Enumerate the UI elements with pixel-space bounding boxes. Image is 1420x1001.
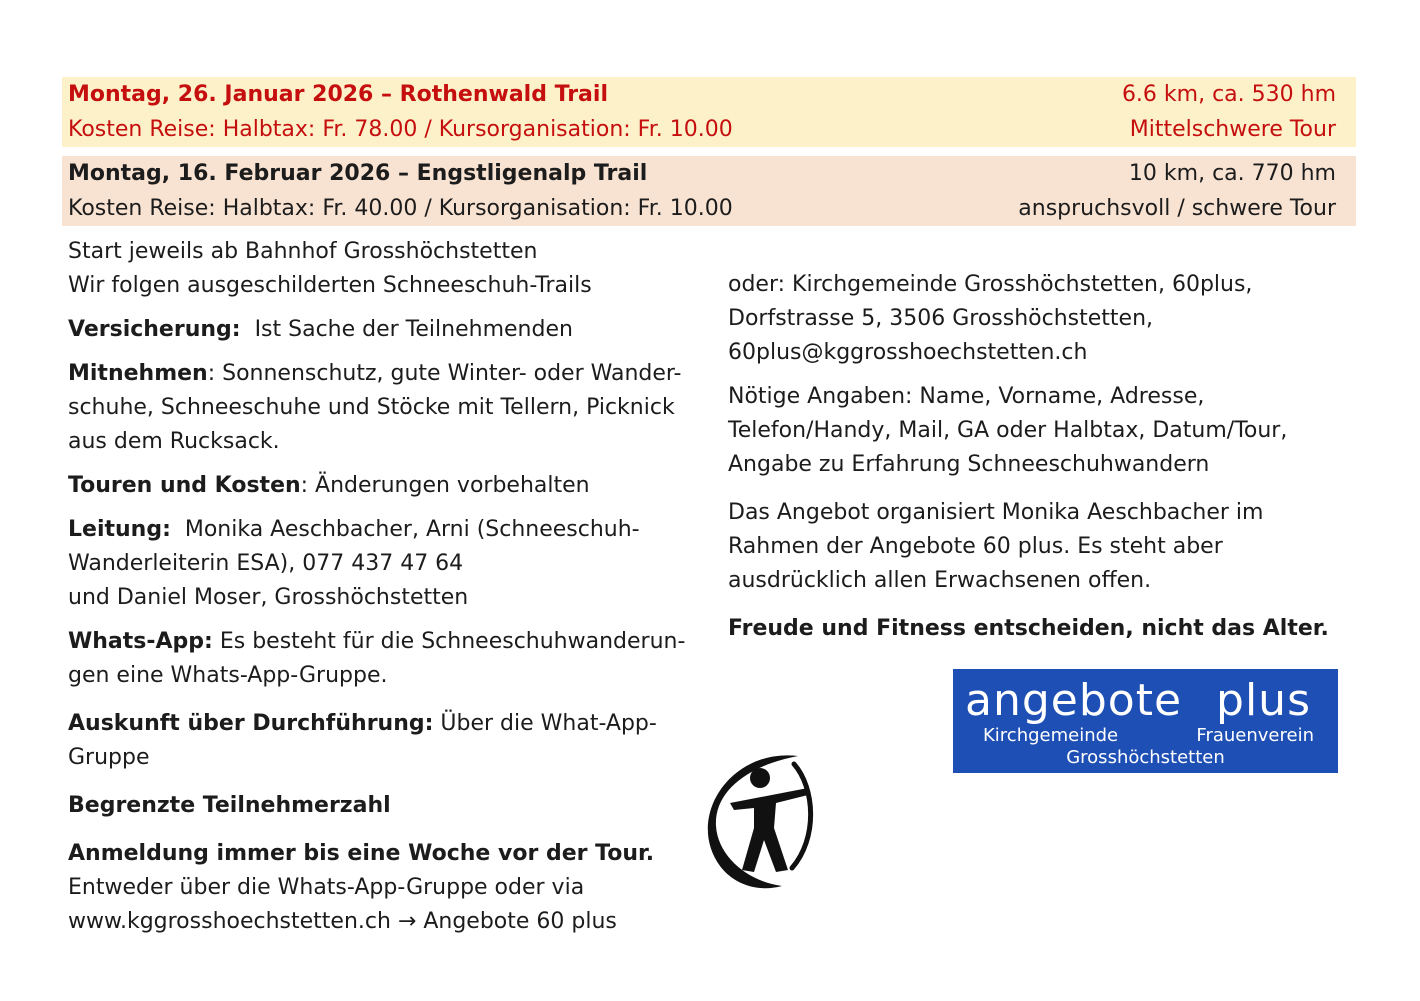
- bring-text: aus dem Rucksack.: [68, 429, 280, 454]
- tour-banner-1: [62, 77, 1356, 147]
- requirements-line: Nötige Angaben: Name, Vorname, Adresse,: [728, 384, 1205, 409]
- tours-label: Touren und Kosten: [68, 473, 301, 498]
- tour-distance: 6.6 km, ca. 530 hm: [1121, 82, 1336, 107]
- bring-label: Mitnehmen: [68, 361, 208, 386]
- lead-text: Wanderleiterin ESA), 077 437 47 64: [68, 551, 464, 576]
- register-link: www.kggrosshoechstetten.ch → Angebote 60 plus: [68, 909, 617, 934]
- tour-costs: Kosten Reise: Halbtax: Fr. 40.00 / Kursorganisation: Fr. 10.00: [68, 196, 733, 221]
- lead-label: Leitung:: [68, 517, 171, 542]
- tours-text: : Änderungen vorbehalten: [300, 473, 590, 498]
- lead-text: und Daniel Moser, Grosshöchstetten: [68, 585, 469, 610]
- info-text: Über die What-App-: [433, 711, 657, 736]
- left-column: [68, 235, 708, 939]
- logo-wordmark: angebote plus: [965, 675, 1311, 726]
- info-text: Gruppe: [68, 745, 150, 770]
- register-text: Entweder über die Whats-App-Gruppe oder via: [68, 875, 585, 900]
- logo-place: Grosshöchstetten: [1066, 747, 1225, 768]
- tour-banner-2: [62, 156, 1356, 226]
- insurance-label: Versicherung:: [68, 317, 241, 342]
- tour-title: Montag, 16. Februar 2026 – Engstligenalp Trail: [68, 161, 648, 186]
- tour-costs: Kosten Reise: Halbtax: Fr. 78.00 / Kursorganisation: Fr. 10.00: [68, 117, 733, 142]
- requirements-line: Telefon/Handy, Mail, GA oder Halbtax, Datum/Tour,: [728, 418, 1288, 443]
- tour-difficulty: anspruchsvoll / schwere Tour: [1018, 196, 1336, 221]
- bring-text: : Sonnenschutz, gute Winter- oder Wander-: [207, 361, 682, 386]
- trail-line: Wir folgen ausgeschilderten Schneeschuh-Trails: [68, 273, 592, 298]
- whatsapp-label: Whats-App:: [68, 629, 213, 654]
- register-heading: Anmeldung immer bis eine Woche vor der Tour.: [68, 841, 655, 866]
- address-line: Dorfstrasse 5, 3506 Grosshöchstetten,: [728, 306, 1154, 331]
- address-line: oder: Kirchgemeinde Grosshöchstetten, 60plus,: [728, 272, 1253, 297]
- requirements-line: Angabe zu Erfahrung Schneeschuhwandern: [728, 452, 1210, 477]
- lead-text: Monika Aeschbacher, Arni (Schneeschuh-: [170, 517, 640, 542]
- email-address[interactable]: 60plus@kggrosshoechstetten.ch: [728, 340, 1088, 365]
- tours-section: [68, 469, 708, 503]
- whatsapp-section: [68, 625, 708, 659]
- insurance-text: Ist Sache der Teilnehmenden: [240, 317, 573, 342]
- bring-section: [68, 357, 708, 391]
- logo-kirchgemeinde: Kirchgemeinde: [983, 725, 1119, 746]
- motto: Freude und Fitness entscheiden, nicht das Alter.: [728, 616, 1329, 641]
- bring-text: schuhe, Schneeschuhe und Stöcke mit Tellern, Picknick: [68, 395, 675, 420]
- tour-difficulty: Mittelschwere Tour: [1129, 117, 1336, 142]
- info-section: [68, 707, 708, 741]
- angebote-plus-logo: [953, 669, 1338, 773]
- tour-distance: 10 km, ca. 770 hm: [1128, 161, 1336, 186]
- organizer-line: ausdrücklich allen Erwachsenen offen.: [728, 568, 1152, 593]
- lead-section: [68, 513, 708, 547]
- right-column: [728, 268, 1348, 646]
- start-line: Start jeweils ab Bahnhof Grosshöchstetten: [68, 239, 538, 264]
- insurance-section: [68, 313, 708, 347]
- limited-participants: Begrenzte Teilnehmerzahl: [68, 793, 391, 818]
- info-label: Auskunft über Durchführung:: [68, 711, 434, 736]
- figure-in-circle-icon: [690, 748, 820, 893]
- organizer-line: Das Angebot organisiert Monika Aeschbacher im: [728, 500, 1264, 525]
- whatsapp-text: Es besteht für die Schneeschuhwanderun-: [212, 629, 686, 654]
- organizer-line: Rahmen der Angebote 60 plus. Es steht aber: [728, 534, 1223, 559]
- whatsapp-text: gen eine Whats-App-Gruppe.: [68, 663, 388, 688]
- tour-title: Montag, 26. Januar 2026 – Rothenwald Trail: [68, 82, 608, 107]
- logo-frauenverein: Frauenverein: [1196, 725, 1314, 746]
